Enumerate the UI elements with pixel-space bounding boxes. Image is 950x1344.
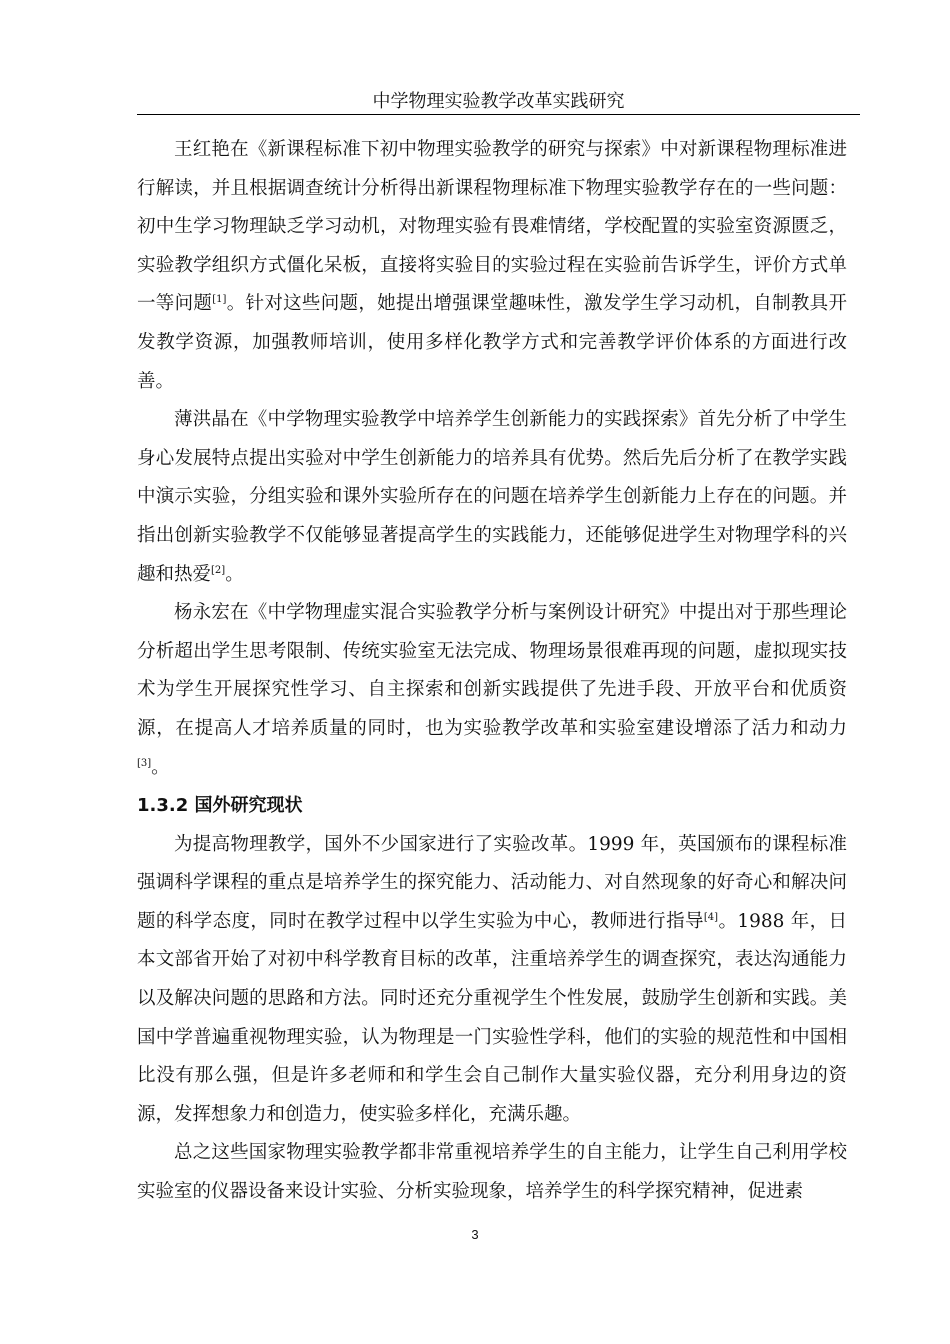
- section-heading: 1.3.2 国外研究现状: [137, 795, 303, 817]
- paragraph-bo-hongjing: [137, 401, 847, 594]
- paragraph-text: 薄洪晶在《中学物理实验教学中培养学生创新能力的实践探索》首先分析了中学生身心发展特点提出实验对中学生创新能力的培养具有优势。然后先后分析了在教学实践中演示实验，分组实验和课外实验所存在的问题在培养学生创新能力上存在的问题。并指出创新实验教学不仅能够显著提高学生的实践能力，还能够促进学生对物理学科的兴趣和热爱: [137, 409, 847, 585]
- paragraph-text: 。: [225, 563, 244, 585]
- citation-ref: [2]: [211, 564, 226, 576]
- citation-ref: [3]: [137, 757, 152, 769]
- header-rule: [137, 114, 860, 115]
- paragraph-foreign-research: [137, 826, 847, 1135]
- paragraph-summary: 总之这些国家物理实验教学都非常重视培养学生的自主能力，让学生自己利用学校实验室的仪器设备来设计实验、分析实验现象，培养学生的科学探究精神，促进素: [137, 1142, 847, 1203]
- paragraph-text: 。: [151, 756, 170, 778]
- paragraph-text: 为提高物理教学，国外不少国家进行了实验改革。1999 年，英国颁布的课程标准强调科学课程的重点是培养学生的探究能力、活动能力、对自然现象的好奇心和解决问题的科学态度，同时在教学过程中以学生实验为中心，教师进行指导: [137, 833, 847, 932]
- paragraph-text: 王红艳在《新课程标准下初中物理实验教学的研究与探索》中对新课程物理标准进行解读，并且根据调查统计分析得出新课程物理标准下物理实验教学存在的一些问题：初中生学习物理缺乏学习动机，对物理实验有畏难情绪，学校配置的实验室资源匮乏，实验教学组织方式僵化呆板，直接将实验目的实验过程在实验前告诉学生，评价方式单一等问题: [137, 139, 847, 315]
- citation-ref: [4]: [703, 911, 719, 923]
- paragraph-wang-hongyan: [137, 131, 847, 401]
- paragraph-text: 杨永宏在《中学物理虚实混合实验教学分析与案例设计研究》中提出对于那些理论分析超出学生思考限制、传统实验室无法完成、物理场景很难再现的问题，虚拟现实技术为学生开展探究性学习、自主探索和创新实践提供了先进手段、开放平台和优质资源，在提高人才培养质量的同时，也为实验教学改革和实验室建设增添了活力和动力: [137, 602, 847, 739]
- paragraph-text: 。针对这些问题，她提出增强课堂趣味性，激发学生学习动机，自制教具开发教学资源，加强教师培训，使用多样化教学方式和完善教学评价体系的方面进行改善。: [137, 293, 847, 392]
- citation-ref: [1]: [212, 294, 227, 306]
- running-header: 中学物理实验教学改革实践研究: [372, 91, 625, 112]
- page-number: 3: [471, 1227, 479, 1242]
- paragraph-yang-yonghong: [137, 594, 847, 787]
- paragraph-text: 。1988 年，日本文部省开始了对初中科学教育目标的改革，注重培养学生的调查探究，表达沟通能力以及解决问题的思路和方法。同时还充分重视学生个性发展，鼓励学生创新和实践。美国中学普遍重视物理实验，认为物理是一门实验性学科，他们的实验的规范性和中国相比没有那么强，但是许多老师和和学生会自己制作大量实验仪器，充分利用身边的资源，发挥想象力和创造力，使实验多样化，充满乐趣。: [137, 910, 847, 1125]
- body-text: [137, 131, 847, 1212]
